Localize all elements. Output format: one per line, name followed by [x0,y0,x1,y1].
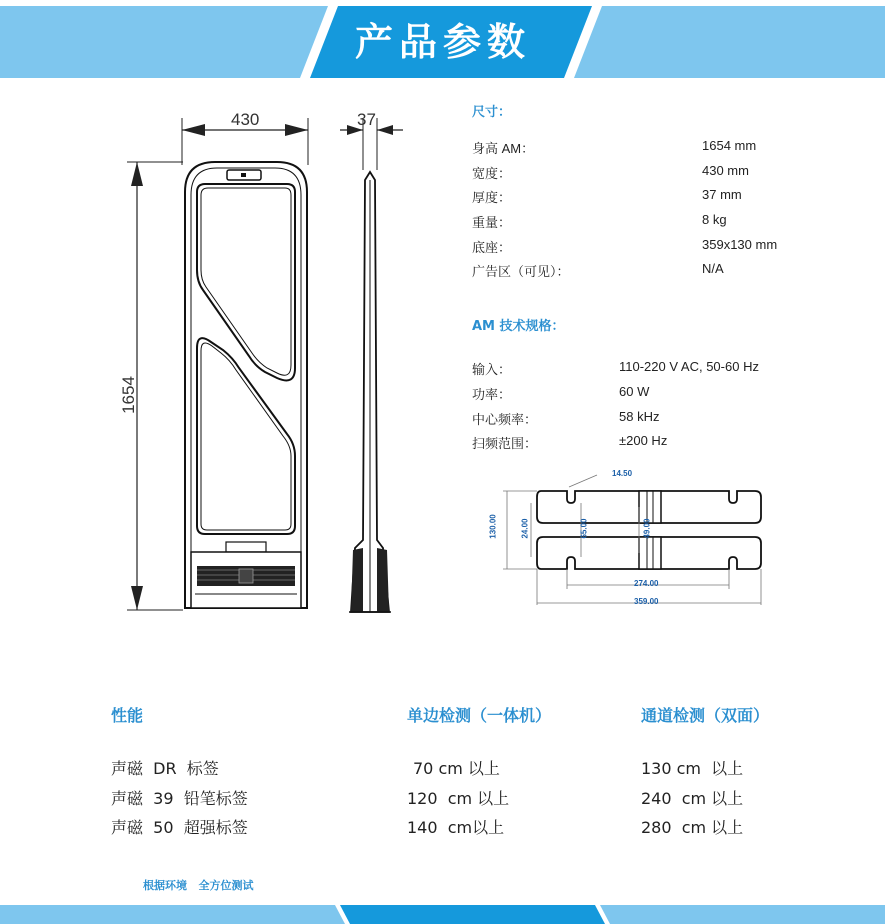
height-dimension-label: 1654 [118,376,138,414]
spec-value: 58 kHz [619,409,660,424]
base-dim-65: 65.00 [579,518,589,539]
footer-banner [0,905,885,924]
spec-value: 110-220 V AC, 50-60 Hz [619,359,759,374]
spec-value: N/A [702,261,724,276]
base-dim-24: 24.00 [520,518,530,539]
perf-tag: 声磁 39 铅笔标签 [111,789,248,808]
perf-dual: 130 cm 以上 [641,759,744,778]
header-banner [0,0,885,80]
base-dim-top: 14.50 [612,469,633,478]
spec-label: 重量： [472,215,512,230]
spec-label: 宽度： [472,166,512,181]
footer-banner-shapes [0,905,885,924]
spec-row-power [472,384,872,404]
perf-header-dual: 通道检测（双面） [641,706,770,725]
spec-row-height [472,138,872,158]
spec-row-ad-area [472,261,872,281]
spec-value: 8 kg [702,212,727,227]
base-dim-49: 49.00 [642,518,652,539]
page-title: 产品参数 [354,20,531,64]
spec-value: 430 mm [702,163,749,178]
test-note: 根据环境 全方位测试 [143,879,254,892]
base-dim-359: 359.00 [634,597,659,606]
perf-single: 120 cm 以上 [407,789,510,808]
spec-value: 37 mm [702,187,742,202]
spec-value: 60 W [619,384,650,399]
spec-label: 扫频范围： [472,436,538,451]
spec-label: 输入： [472,362,512,377]
spec-value: 1654 mm [702,138,757,153]
spec-label: 广告区（可见）： [472,264,570,279]
base-dim-130: 130.00 [488,514,498,539]
spec-label: 底座： [472,240,512,255]
am-section-heading: AM 技术规格： [472,319,565,334]
spec-row-weight [472,212,872,232]
spec-value: 359x130 mm [702,237,778,252]
spec-row-sweep-range [472,433,872,453]
perf-dual: 280 cm 以上 [641,818,744,837]
spec-row-width [472,163,872,183]
spec-label: 厚度： [472,190,512,205]
spec-row-center-frequency [472,409,872,429]
spec-row-input [472,359,872,379]
spec-value: ±200 Hz [619,433,668,448]
width-dimension-label: 430 [231,110,260,129]
spec-label: 身高 AM： [472,141,535,156]
spec-label: 功率： [472,387,512,402]
spec-row-base [472,237,872,257]
depth-dimension-label: 37 [357,110,376,129]
perf-tag: 声磁 DR 标签 [111,759,219,778]
perf-dual: 240 cm 以上 [641,789,744,808]
perf-single: 140 cm以上 [407,818,505,837]
perf-tag: 声磁 50 超强标签 [111,818,248,837]
perf-single: 70 cm 以上 [413,759,500,778]
perf-header-single: 单边检测（一体机） [407,706,552,725]
spec-label: 中心频率： [472,412,538,427]
size-section-heading: 尺寸： [472,105,512,120]
spec-row-thickness [472,187,872,207]
base-dim-274: 274.00 [634,579,659,588]
base-dimension-drawing [485,465,775,615]
perf-header-performance: 性能 [111,706,144,725]
gate-dimension-drawing [115,100,425,620]
